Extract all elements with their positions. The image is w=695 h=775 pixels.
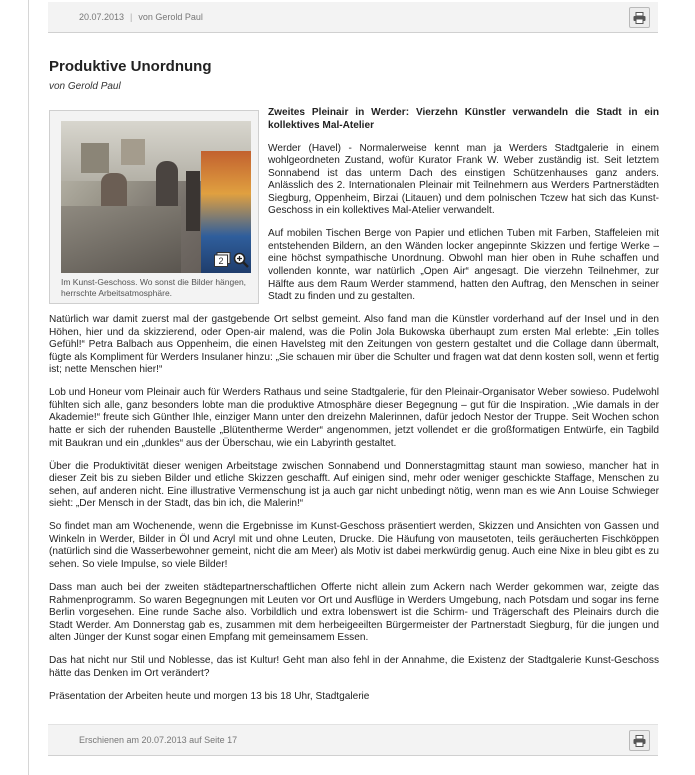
gallery-count: 2 [218,256,224,266]
article-meta-bar [48,2,658,33]
article-body [49,107,659,703]
article-date: 20.07.2013 [79,12,125,22]
article-meta [79,12,203,22]
printer-icon [633,735,646,747]
print-button-footer[interactable] [629,730,650,751]
article-paragraph: Präsentation der Arbeiten heute und morgen 13 bis 18 Uhr, Stadtgalerie [49,690,370,702]
meta-separator: | [130,12,133,22]
article-paragraph: Natürlich war damit zuerst mal der gastgebende Ort selbst gemeint. Also fand man die Künstler vorderhand auf der Insel und in den Höhen, hier und da skizzierend, oder Open-air malend, was die Polin Jola Bukowska überhaupt zum ersten Mal erlebte: „Ein tolles Gefühl!“ Petra Balbach aus Oppenheim, die einen Havelsteg mit den Zeitungen von gestern gestaltet und die Collage dann übermalt, fügte als Kompliment für Werders Insulaner hinzu: „Sie schauen mir über die Schulter und fragen wat dat denn kosten soll, wenn et fertig ist; nette Menschen hier!“ [49,314,659,376]
printer-icon [633,12,646,24]
article-paragraph: Dass man auch bei der zweiten städtepartnerschaftlichen Offerte nicht allein zum Ackern nach Werder gekommen war, zeigte das Rahmenprogramm. So waren Begegnungen mit Leuten vor Ort und Ausflüge in Werders Umgebung, nach Potsdam und sogar ins ferne Berlin vorgesehen. Eine runde Sache also. Vorbildlich und extra lobenswert ist die Schirm- und Trägerschaft des Pleinairs durch die Stadt Werder. Am Donnerstag gab es, zusammen mit dem herbeigeeilten Bürgermeister der Partnerstadt Siegburg, für die jungen und alten Jünger der Kunst sogar einen Empfang mit gemeinsamem Essen. [49,582,659,644]
article-author: von Gerold Paul [49,81,121,92]
publication-info: Erschienen am 20.07.2013 auf Seite 17 [79,735,238,745]
article-footer-bar [48,724,658,756]
article-lead: Zweites Pleinair in Werder: Vierzehn Künstler verwandeln die Stadt in ein kollektives Mal-Atelier [268,107,659,131]
article-paragraph: Werder (Havel) - Normalerweise kennt man ja Werders Stadtgalerie in einem wohlgeordneten Zustand, wofür Kurator Frank W. Weber zuständig ist. Seit letztem Sonnabend ist das unterm Dach des einstigen Schützenhauses ganz anders. Anlässlich des 2. Internationalen Pleinair mit Teilnehmern aus Werders Partnerstädten Siegburg, Oppenheim, Birzai (Litauen) und dem polnischen Tczew hat sich das Kunst-Geschoss in ein kollektives Mal-Atelier verwandelt. [268,142,659,217]
article-paragraph: Lob und Honeur vom Pleinair auch für Werders Rathaus und seine Stadtgalerie, für den Pleinair-Organisator Weber sowieso. Pudelwohl fühlten sich alle, ganz besonders lobte man die produktive Atmosphäre dieser Begegnung – gut für die Inspiration. „Wie damals in der Akademie!“ freute sich Günther Ihle, einziger Mann unter den dreizehn Malerinnen, dafür jedoch Nestor der Truppe. Seit Wochen schon hatte er sich der ruhenden Baustelle „Blütentherme Werder“ angenommen, jetzt vollendet er die großformatigen Entwürfe, ein Tagbild mit Baukran und ein „dunkles“ aus der Überschau, wie ein Labyrinth gestaltet. [49,387,659,449]
article-paragraph: Über die Produktivität dieser wenigen Arbeitstage zwischen Sonnabend und Donnerstagmittag staunt man sowieso, mancher hat in dieser Zeit bis zu sieben Bilder und etliche Skizzen geschafft. Auf einigen sind, mehr oder weniger geschickte Staffage, Menschen zu sehen, auf anderen nicht. Eine illustrative Vermenschung ist ja auch gar nicht unbedingt nötig, wenn man es wie Ann Louise Schwieger sieht: „Der Mensch in der Stadt, das bin ich, die Malerin!“ [49,460,659,510]
image-caption: Im Kunst-Geschoss. Wo sonst die Bilder hängen, herrschte Arbeitsatmosphäre. [61,277,247,298]
article-paragraph: Auf mobilen Tischen Berge von Papier und etlichen Tuben mit Farben, Staffeleien mit entstehenden Bildern, an den Wänden locker angepinnte Skizzen und fertige Werke – eine höchst sympathische Unordnung. Obwohl man hier oben in Ruhe schaffen und vollenden konnte, war natürlich „Open Air“ angesagt. Die vierzehn Teilnehmer, zur Hälfte aus dem Raum Werder stammend, hatten den Auftrag, den Menschen in seiner Stadt zu finden und zu gestalten. [268,228,659,303]
article-paragraph: So findet man am Wochenende, wenn die Ergebnisse im Kunst-Geschoss präsentiert werden, Skizzen und Ansichten von Gassen und Winkeln in Werder, Bilder in Öl und Acryl mit und ohne Leuten, Drucke. Die Häufung von mausetoten, teils geräucherten Fischköppen (natürlich sind die Wasserbewohner gemeint, nicht die am Meer) als Motiv ist dabei merkwürdig genug. Auch eine Nixe in bleu gibt es zu sehen. So viele Impulse, so viele Bilder! [49,521,659,570]
article-paragraph: Das hat nicht nur Stil und Noblesse, das ist Kultur! Geht man also fehl in der Annahme, die Existenz der Stadtgalerie Kunst-Geschoss hätte das Denken im Ort verändert? [49,655,659,679]
page-left-border [28,0,29,775]
article-title: Produktive Unordnung [49,58,212,75]
print-button[interactable] [629,7,650,28]
article-byline: von Gerold Paul [138,12,203,22]
